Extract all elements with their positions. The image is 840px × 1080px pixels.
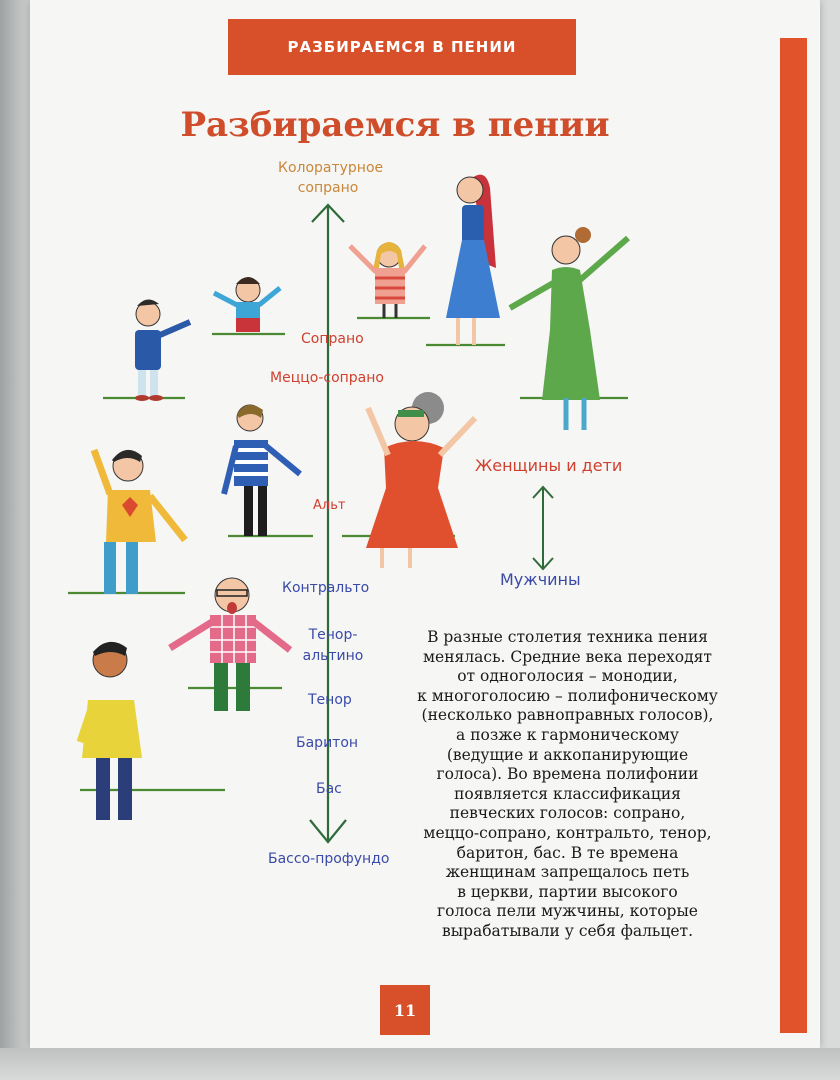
label-contralto: Контральто <box>282 580 370 596</box>
page-title: Разбираемся в пении <box>180 105 610 145</box>
woman-red-dress-figure <box>366 392 475 568</box>
label-soprano: Сопрано <box>301 331 364 347</box>
small-boy-figure <box>214 277 280 332</box>
body-text <box>405 628 730 942</box>
body-line: В разные столетия техника пения <box>427 628 708 646</box>
label-coloratura-line2: сопрано <box>297 180 359 196</box>
body-line: женщинам запрещалось петь <box>445 863 690 882</box>
body-line: меццо-сопрано, контральто, тенор, <box>423 823 712 842</box>
label-tenor: Тенор <box>308 692 352 708</box>
man-striped-figure <box>224 405 300 536</box>
body-line: к многоголосию – полифоническому <box>417 686 718 705</box>
legend-men: Мужчины <box>500 570 581 589</box>
label-coloratura-line1: Колоратурное <box>278 160 384 176</box>
body-line: баритон, бас. В те времена <box>456 843 679 862</box>
body-line: вырабатывали у себя фальцет. <box>441 921 694 940</box>
section-header-label: РАЗБИРАЕМСЯ В ПЕНИИ <box>287 38 517 56</box>
body-line: появляется классификация <box>454 784 681 803</box>
woman-green-dress-figure <box>510 227 628 430</box>
body-line: от одноголосия – монодии, <box>457 667 678 686</box>
label-baritone: Баритон <box>296 735 359 751</box>
label-mezzo: Меццо-сопрано <box>270 370 384 386</box>
label-tenor-altino <box>294 625 372 667</box>
body-line: (ведущие и аккопанирующие <box>446 745 689 764</box>
girl-striped-figure <box>350 242 425 318</box>
man-yellow-shirt-figure <box>94 450 185 594</box>
man-yellow-sweater-figure <box>80 642 142 820</box>
gender-double-arrow <box>533 487 553 569</box>
man-checked-shirt-figure <box>170 578 290 711</box>
page-number-label: 11 <box>393 1000 417 1020</box>
page-number <box>380 985 430 1035</box>
body-line: а позже к гармоническому <box>456 725 679 744</box>
label-tenor-altino-line2: альтино <box>302 648 364 664</box>
body-line: менялась. Средние века переходят <box>423 647 712 666</box>
woman-blue-dress-figure <box>446 175 500 345</box>
legend-women-children: Женщины и дети <box>475 456 623 475</box>
label-tenor-altino-line1: Тенор- <box>308 627 358 643</box>
boy-blue-figure <box>135 299 190 401</box>
body-line: в церкви, партии высокого <box>457 882 678 901</box>
label-coloratura <box>278 158 384 198</box>
body-line: певческих голосов: сопрано, <box>449 804 686 823</box>
label-basso-profundo: Бассо-профундо <box>268 851 390 867</box>
body-line: голоса). Во времена полифонии <box>436 765 699 784</box>
body-line: голоса пели мужчины, которые <box>437 902 698 921</box>
label-bass: Бас <box>316 781 342 797</box>
label-alto: Альт <box>313 498 346 513</box>
body-line: (несколько равноправных голосов), <box>421 706 714 725</box>
